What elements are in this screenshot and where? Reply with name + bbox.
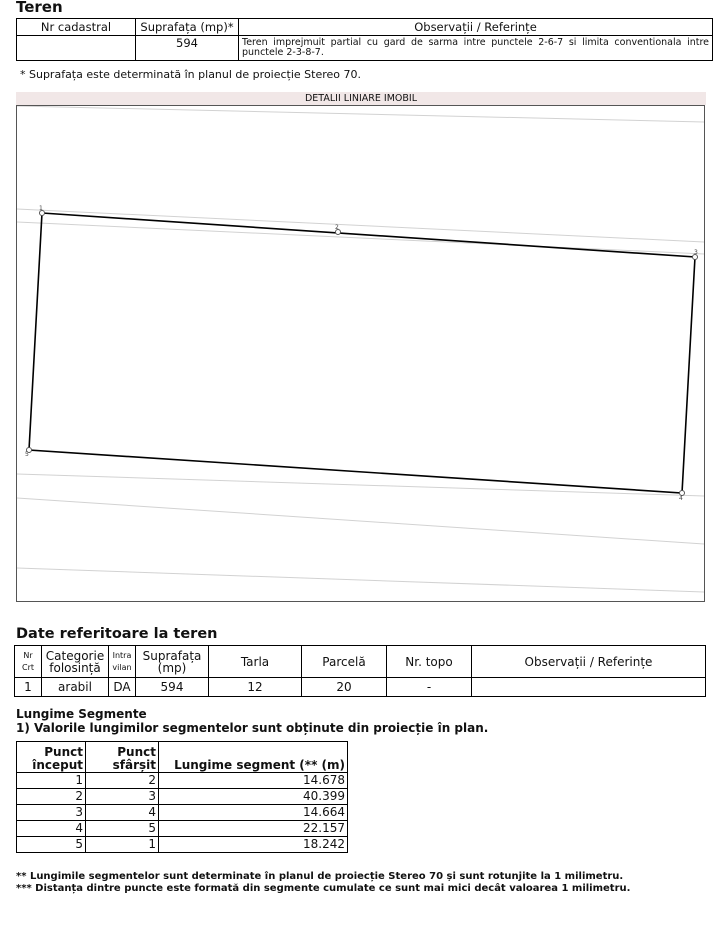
header-intravilan: Intra vilan [109, 646, 136, 678]
cell-start: 2 [17, 789, 86, 805]
cell-observatii: Teren imprejmuit partial cu gard de sarma intre punctele 2-6-7 si limita conventionala intre punctele 2-3-8-7. [239, 36, 713, 61]
header-observatii: Observații / Referințe [239, 19, 713, 36]
header-parcela: Parcelă [302, 646, 387, 678]
segments-title: Lungime Segmente [16, 707, 147, 721]
vertex-label-3: 3 [694, 249, 698, 256]
cell-nr: 1 [15, 678, 42, 697]
cell-end: 2 [86, 773, 159, 789]
header-tarla: Tarla [209, 646, 302, 678]
cell-end: 4 [86, 805, 159, 821]
cell-obs [472, 678, 706, 697]
surface-note: * Suprafața este determinată în planul de proiecție Stereo 70. [20, 68, 362, 81]
cell-length: 18.242 [159, 837, 348, 853]
cell-length: 14.664 [159, 805, 348, 821]
parcel-drawing [17, 106, 704, 601]
footnote-rounding: ** Lungimile segmentelor sunt determinate în planul de proiecție Stereo 70 și sunt rotunjite la 1 milimetru. [16, 871, 624, 882]
cell-topo: - [387, 678, 472, 697]
map-header: DETALII LINIARE IMOBIL [16, 92, 706, 105]
vertex-label-1: 1 [39, 205, 43, 212]
header-categorie: Categorie folosință [42, 646, 109, 678]
cell-categorie: arabil [42, 678, 109, 697]
cell-start: 3 [17, 805, 86, 821]
header-nr-cadastral: Nr cadastral [17, 19, 136, 36]
cell-tarla: 12 [209, 678, 302, 697]
cell-intravilan: DA [109, 678, 136, 697]
segments-heading [16, 707, 488, 735]
teren-table [16, 18, 713, 61]
vertex-label-2: 2 [335, 224, 339, 231]
cell-start: 4 [17, 821, 86, 837]
segments-table [16, 741, 348, 853]
cell-end: 1 [86, 837, 159, 853]
header-observatii-referinte: Observații / Referințe [472, 646, 706, 678]
teren-title: Teren [16, 0, 63, 16]
cell-end: 5 [86, 821, 159, 837]
cell-parcela: 20 [302, 678, 387, 697]
vertex-label-4: 4 [679, 495, 683, 502]
parcel-map [16, 105, 705, 602]
table-row [17, 805, 348, 821]
cell-length: 40.399 [159, 789, 348, 805]
table-row [17, 773, 348, 789]
cell-nr-cadastral [17, 36, 136, 61]
vertex-label-5: 5 [25, 451, 29, 458]
header-nr-crt: Nr Crt [15, 646, 42, 678]
parcel-outline [29, 213, 695, 493]
cell-length: 22.157 [159, 821, 348, 837]
table-row [17, 821, 348, 837]
header-punct-sfarsit: Punct sfârșit [86, 742, 159, 773]
cell-suprafata: 594 [136, 36, 239, 61]
cell-start: 5 [17, 837, 86, 853]
header-suprafata: Suprafața (mp)* [136, 19, 239, 36]
header-lungime-segment: Lungime segment (** (m) [159, 742, 348, 773]
table-row [17, 837, 348, 853]
header-suprafata-mp: Suprafața (mp) [136, 646, 209, 678]
header-punct-inceput: Punct început [17, 742, 86, 773]
segments-footnotes [16, 871, 630, 895]
segments-subtitle: 1) Valorile lungimilor segmentelor sunt obținute din proiecție în plan. [16, 721, 489, 735]
cell-length: 14.678 [159, 773, 348, 789]
footnote-distance: *** Distanța dintre puncte este formată din segmente cumulate ce sunt mai mici decât valoarea 1 milimetru. [16, 883, 631, 894]
cell-end: 3 [86, 789, 159, 805]
cell-suprafata-mp: 594 [136, 678, 209, 697]
header-nr-topo: Nr. topo [387, 646, 472, 678]
neighbor-lines [17, 106, 704, 592]
cell-start: 1 [17, 773, 86, 789]
date-teren-title: Date referitoare la teren [16, 626, 218, 642]
date-teren-table [14, 645, 706, 697]
table-row [17, 789, 348, 805]
parcel-vertices [27, 211, 698, 496]
table-row [15, 678, 706, 697]
